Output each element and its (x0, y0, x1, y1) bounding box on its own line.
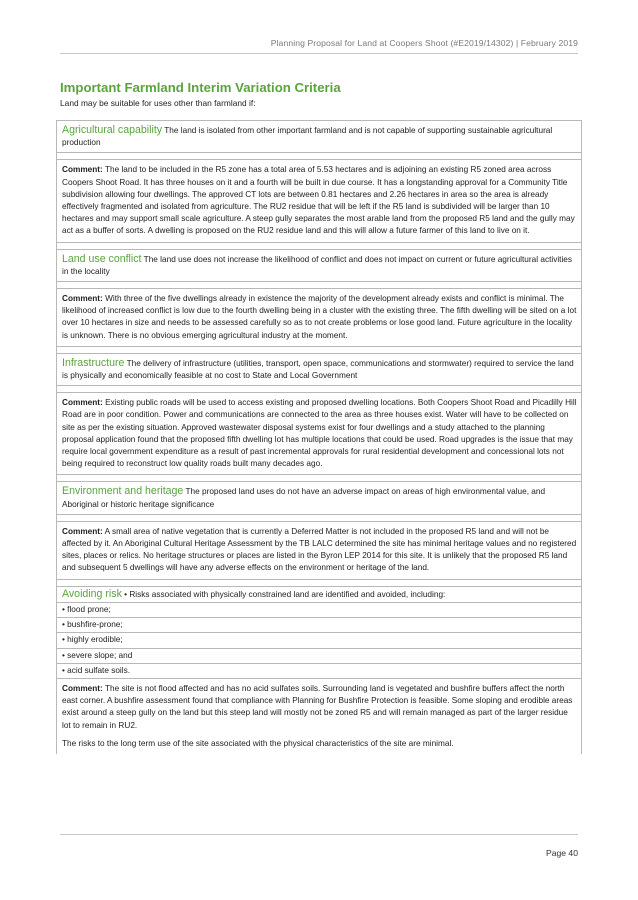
spacer-row (57, 475, 581, 482)
comment-label: Comment: (62, 398, 103, 408)
comment-label: Comment: (62, 683, 103, 693)
comment-infrastructure (57, 393, 581, 475)
spacer-row (57, 580, 581, 587)
page-header: Planning Proposal for Land at Coopers Shoot (#E2019/14302) | February 2019 (270, 38, 578, 48)
spacer-row (57, 515, 581, 522)
spacer-row (57, 386, 581, 393)
risk-item: • flood prone; (57, 603, 581, 618)
spacer-row (57, 282, 581, 289)
footer-divider (60, 834, 578, 835)
section-title: Important Farmland Interim Variation Criteria (60, 80, 341, 95)
risk-item: • highly erodible; (57, 633, 581, 648)
criterion-text: The land use does not increase the likelihood of conflict and does not impact on current or future agricultural activities in the locality (62, 254, 572, 276)
risk-item: • severe slope; and (57, 649, 581, 664)
comment-text: The site is not flood affected and has no acid sulfates soils. Surrounding land is vegetated and bushfire buffers affect the north east corner. A bushfire assessment found that compliance with Planning for Bushfire Protection is feasible. Some sloping and erodible areas exist around a steep gully on the land but this steep land will mostly not be zoned R5 and will remain managed as part of the larger residue lot to remain in RU2. (62, 683, 573, 730)
criterion-text: The proposed land uses do not have an adverse impact on areas of high environmental value, and Aboriginal or historic heritage significance (62, 487, 546, 509)
criterion-label: Agricultural capability (62, 124, 163, 136)
spacer-row (57, 347, 581, 354)
criterion-environment-heritage (57, 482, 581, 514)
comment-avoiding-risk (57, 679, 581, 754)
criterion-label: Infrastructure (62, 356, 125, 369)
criterion-text: The land is isolated from other important farmland and is not capable of supporting sustainable agricultural production (62, 126, 553, 148)
comment-label: Comment: (62, 526, 103, 536)
comment-agricultural-capability (57, 160, 581, 242)
criterion-label: Land use conflict (62, 252, 142, 265)
risk-conclusion: The risks to the long term use of the site associated with the physical characteristics of the site are minimal. (62, 738, 454, 748)
criteria-table (56, 120, 582, 754)
criterion-text: The delivery of infrastructure (utilities, transport, open space, communications and stormwater) required to service the land is physically and economically feasible at no cost to State and Local Government (62, 358, 574, 381)
risk-item: • acid sulfate soils. (57, 664, 581, 679)
comment-text: With three of the five dwellings already in existence the majority of the development already exists and conflict is minimal. The likelihood of increased conflict is low due to the fourth dwelling being in a cluster with the existing three. The fifth dwelling will be sited on a lot over 10 hectares in size and needs to be assessed carefully so as to not create problems or lose good land. Future agriculture in the locality is unknown. There is no obvious emerging agricultural industry at the moment. (62, 294, 577, 340)
spacer-row (57, 153, 581, 160)
spacer-row (57, 243, 581, 250)
comment-text: A small area of native vegetation that is currently a Deferred Matter is not included in the proposed R5 land and will not be affected by it. An Aboriginal Cultural Heritage Assessment by the TB LALC determined the site has minimal heritage values and no registered sites, places or relics. No heritage structures or places are listed in the Byron LEP 2014 for this site. It is unlikely that the proposed R5 land and subsequent 5 dwellings will have any adverse effects on the environment or heritage of the land. (62, 526, 577, 573)
page-number: Page 40 (545, 848, 578, 858)
comment-text: The land to be included in the R5 zone has a total area of 5.53 hectares and is adjoining an existing R5 zoned area across Coopers Shoot Road. It has three houses on it and a fourth will be built in due course. It has a longstanding approval for a Community Title subdivision allowing four dwellings. The approved CT lots are between 0.81 hectares and 2.26 hectares in area so the area is already effectively fragmented and isolated from agriculture. The RU2 residue that will be left if the R5 land is subdivided will be larger than 10 hectares and may support small scale agriculture. A steep gully separates the most arable land from the proposed R5 land and the gully may act as a buffer of sorts. A dwelling is proposed on the RU2 residue land and this will allow a future farmer of this land to live on it. (62, 165, 575, 236)
comment-label: Comment: (62, 294, 103, 304)
criterion-agricultural-capability (57, 121, 581, 153)
comment-label: Comment: (62, 165, 103, 175)
criterion-avoiding-risk (57, 587, 581, 603)
criterion-text: • Risks associated with physically constrained land are identified and avoided, including: (124, 589, 446, 599)
criterion-label: Environment and heritage (62, 485, 184, 498)
criterion-infrastructure (57, 354, 581, 386)
criterion-land-use-conflict (57, 250, 581, 282)
header-divider (60, 53, 578, 54)
criterion-label: Avoiding risk (62, 587, 122, 600)
comment-text: Existing public roads will be used to access existing and proposed dwelling locations. Both Coopers Shoot Road and Picadilly Hill Road are in poor condition. Power and communications are connected to the area as three houses exist. Water will have to be collected on site as per the existing situation. Approved wastewater disposal systems exist for four dwellings and a study attached to the planning proposal application found that the proposed fifth dwelling lot has multiple locations that could be used. Road upgrades is the issue that may require local government expenditure as a result of past incremental approvals for rural residential development and concessional lots not being required to reconstruct low quality roads built many decades ago. (62, 398, 577, 469)
comment-environment-heritage (57, 522, 581, 580)
section-intro: Land may be suitable for uses other than farmland if: (60, 98, 256, 108)
risk-item: • bushfire-prone; (57, 618, 581, 633)
comment-land-use-conflict (57, 289, 581, 347)
